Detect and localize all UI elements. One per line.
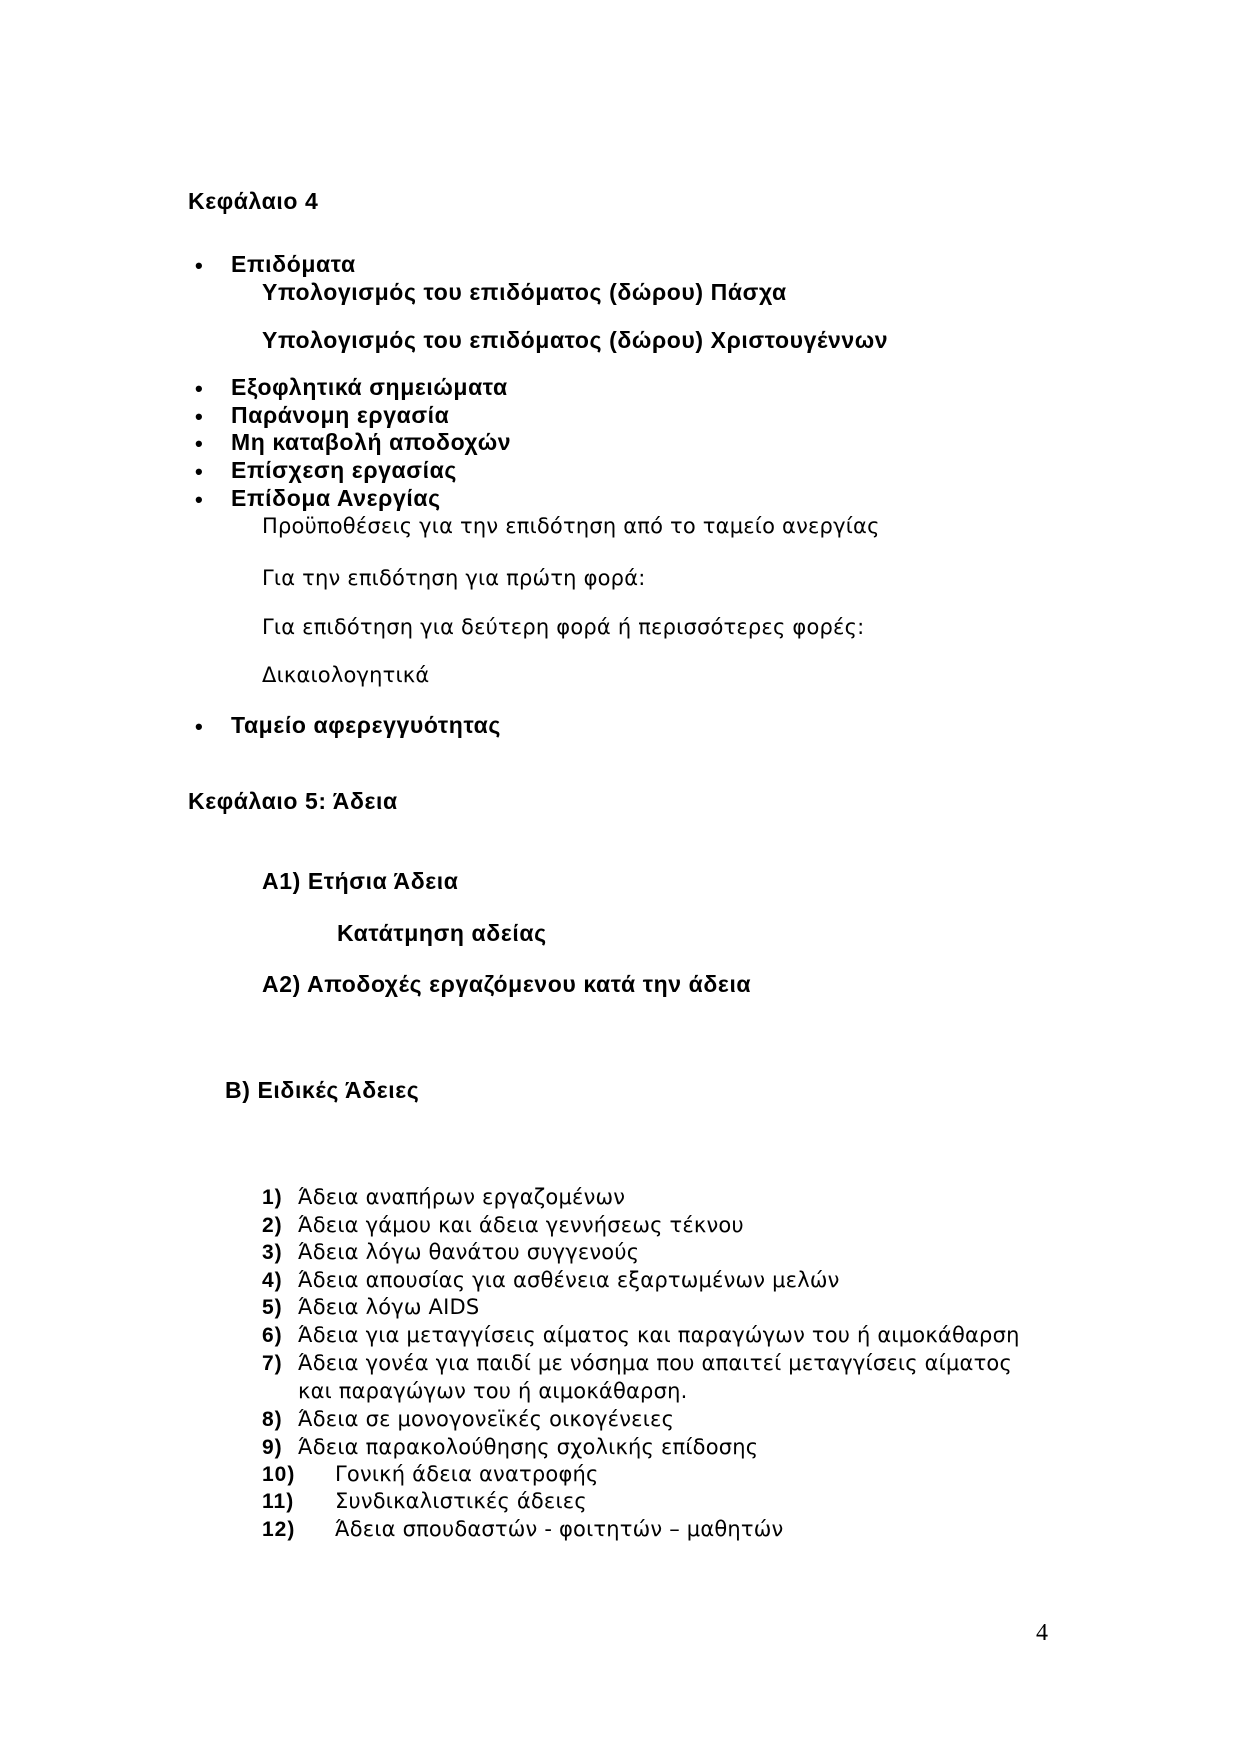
list-number: 6) [262,1324,283,1347]
list-item: Άδεια παρακολούθησης σχολικής επίδοσης [298,1435,759,1459]
bullet-item-receipts: Εξοφλητικά σημειώματα [231,374,508,400]
list-item: Γονική άδεια ανατροφής [335,1462,599,1486]
list-number: 3) [262,1241,283,1264]
list-number: 2) [262,1214,283,1237]
list-number: 12) [262,1518,296,1541]
list-item: Άδεια σπουδαστών - φοιτητών – μαθητών [335,1517,784,1541]
bullet-item-insolvency-fund: Ταμείο αφερεγγυότητας [231,712,501,738]
section-a1: Α1) Ετήσια Άδεια [262,868,459,894]
list-number: 11) [262,1490,295,1513]
subitem-unemployment-conditions: Προϋποθέσεις για την επιδότηση από το ταμείο ανεργίας [262,514,880,538]
bullet-icon: • [195,487,203,512]
bullet-icon: • [195,431,203,456]
list-number: 1) [262,1186,283,1209]
bullet-item-nonpayment: Μη καταβολή αποδοχών [231,429,512,455]
bullet-icon: • [195,714,203,739]
list-item: Άδεια απουσίας για ασθένεια εξαρτωμένων μελών [298,1268,840,1292]
subitem-easter-bonus: Υπολογισμός του επιδόματος (δώρου) Πάσχα [262,279,787,305]
list-item: Άδεια γάμου και άδεια γεννήσεως τέκνου [298,1213,744,1237]
list-item: Άδεια για μεταγγίσεις αίματος και παραγώγων του ή αιμοκάθαρση [298,1323,1020,1347]
list-number: 4) [262,1269,283,1292]
subitem-documents: Δικαιολογητικά [262,663,430,687]
chapter-4-title: Κεφάλαιο 4 [188,188,319,214]
list-item: Άδεια σε μονογονεϊκές οικογένειες [298,1407,675,1431]
subitem-first-time: Για την επιδότηση για πρώτη φορά: [262,566,646,590]
list-number: 10) [262,1463,296,1486]
list-item: Άδεια αναπήρων εργαζομένων [298,1185,626,1209]
bullet-item-benefits: Επιδόματα [231,251,356,277]
list-number: 7) [262,1352,283,1375]
page-number: 4 [1036,1620,1048,1646]
subitem-second-time: Για επιδότηση για δεύτερη φορά ή περισσότερες φορές: [262,615,865,639]
list-number: 9) [262,1436,283,1459]
chapter-5-title: Κεφάλαιο 5: Άδεια [188,788,398,814]
bullet-icon: • [195,253,203,278]
list-item: Άδεια λόγω θανάτου συγγενούς [298,1240,640,1264]
list-number: 5) [262,1296,283,1319]
bullet-item-unemployment-benefit: Επίδομα Ανεργίας [231,485,441,511]
list-item: Άδεια λόγω AIDS [298,1295,480,1319]
list-item-continuation: και παραγώγων του ή αιμοκάθαρση. [298,1379,688,1403]
list-item: Άδεια γονέα για παιδί με νόσημα που απαιτεί μεταγγίσεις αίματος [298,1351,1012,1375]
bullet-icon: • [195,459,203,484]
section-b: Β) Ειδικές Άδειες [225,1077,420,1103]
bullet-item-illegal-work: Παράνομη εργασία [231,402,450,428]
section-a1-sub: Κατάτμηση αδείας [337,920,547,946]
section-a2: Α2) Αποδοχές εργαζόμενου κατά την άδεια [262,971,752,997]
list-number: 8) [262,1408,283,1431]
bullet-item-work-retention: Επίσχεση εργασίας [231,457,457,483]
bullet-icon: • [195,404,203,429]
subitem-christmas-bonus: Υπολογισμός του επιδόματος (δώρου) Χριστουγέννων [262,327,889,353]
list-item: Συνδικαλιστικές άδειες [335,1489,587,1513]
bullet-icon: • [195,376,203,401]
